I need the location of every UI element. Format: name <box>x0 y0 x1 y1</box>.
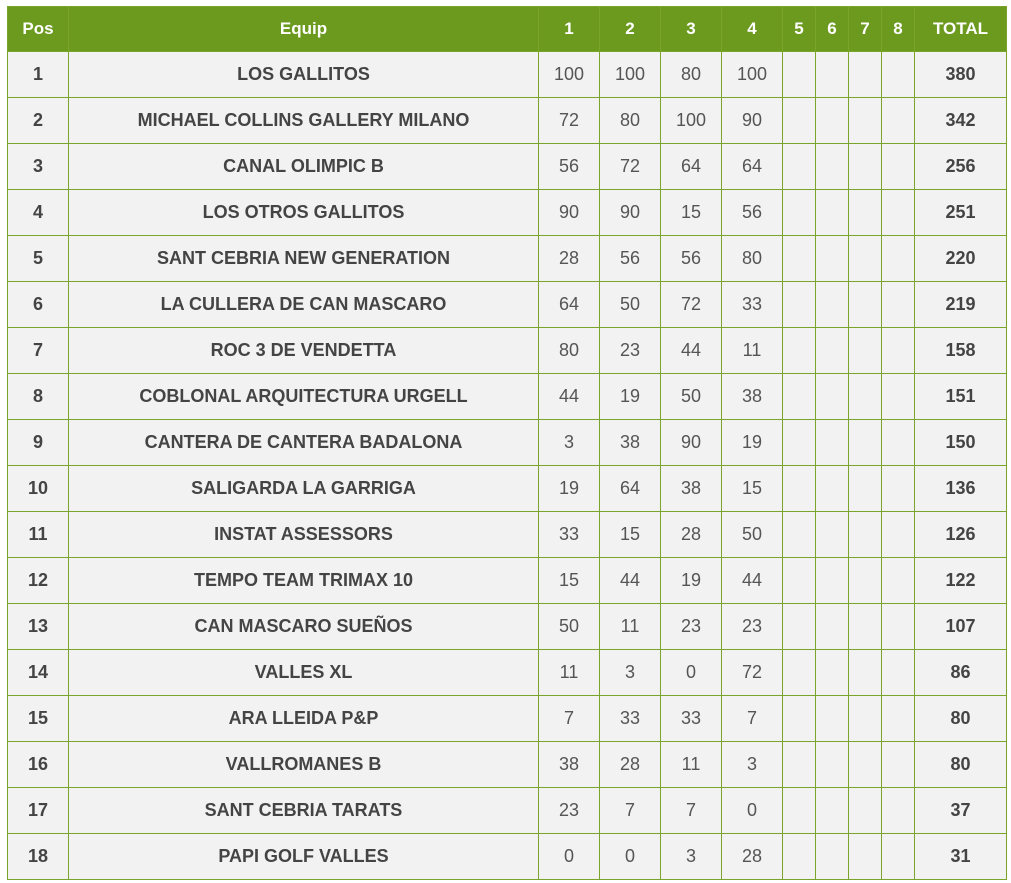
team-name-cell: PAPI GOLF VALLES <box>69 834 539 880</box>
round-3-score-cell: 56 <box>661 236 722 282</box>
round-8-score-cell <box>882 144 915 190</box>
position-cell: 15 <box>8 696 69 742</box>
round-3-score-cell: 3 <box>661 834 722 880</box>
round-5-score-cell <box>783 374 816 420</box>
table-row <box>8 98 1007 144</box>
round-7-score-cell <box>849 604 882 650</box>
round-6-score-cell <box>816 420 849 466</box>
round-1-score-cell: 15 <box>539 558 600 604</box>
header-team[interactable]: Equip <box>69 7 539 52</box>
header-round-1[interactable]: 1 <box>539 7 600 52</box>
position-cell: 13 <box>8 604 69 650</box>
total-cell: 220 <box>915 236 1007 282</box>
round-8-score-cell <box>882 788 915 834</box>
header-round-7[interactable]: 7 <box>849 7 882 52</box>
header-round-5[interactable]: 5 <box>783 7 816 52</box>
round-2-score-cell: 7 <box>600 788 661 834</box>
round-1-score-cell: 80 <box>539 328 600 374</box>
round-2-score-cell: 80 <box>600 98 661 144</box>
header-round-4[interactable]: 4 <box>722 7 783 52</box>
round-1-score-cell: 56 <box>539 144 600 190</box>
team-name-cell: INSTAT ASSESSORS <box>69 512 539 558</box>
standings-table-container <box>7 6 1007 880</box>
round-8-score-cell <box>882 834 915 880</box>
round-4-score-cell: 38 <box>722 374 783 420</box>
round-3-score-cell: 72 <box>661 282 722 328</box>
round-3-score-cell: 50 <box>661 374 722 420</box>
round-4-score-cell: 28 <box>722 834 783 880</box>
round-8-score-cell <box>882 696 915 742</box>
round-4-score-cell: 11 <box>722 328 783 374</box>
round-5-score-cell <box>783 144 816 190</box>
round-1-score-cell: 3 <box>539 420 600 466</box>
table-row <box>8 834 1007 880</box>
round-5-score-cell <box>783 328 816 374</box>
round-1-score-cell: 28 <box>539 236 600 282</box>
round-3-score-cell: 64 <box>661 144 722 190</box>
round-7-score-cell <box>849 374 882 420</box>
team-name-cell: SANT CEBRIA TARATS <box>69 788 539 834</box>
round-2-score-cell: 15 <box>600 512 661 558</box>
round-5-score-cell <box>783 52 816 98</box>
position-cell: 18 <box>8 834 69 880</box>
round-5-score-cell <box>783 558 816 604</box>
round-6-score-cell <box>816 466 849 512</box>
team-name-cell: LOS GALLITOS <box>69 52 539 98</box>
round-3-score-cell: 28 <box>661 512 722 558</box>
round-7-score-cell <box>849 236 882 282</box>
table-row <box>8 604 1007 650</box>
round-4-score-cell: 7 <box>722 696 783 742</box>
round-6-score-cell <box>816 236 849 282</box>
round-3-score-cell: 0 <box>661 650 722 696</box>
total-cell: 80 <box>915 696 1007 742</box>
round-8-score-cell <box>882 466 915 512</box>
round-2-score-cell: 0 <box>600 834 661 880</box>
round-6-score-cell <box>816 650 849 696</box>
round-1-score-cell: 19 <box>539 466 600 512</box>
position-cell: 9 <box>8 420 69 466</box>
round-2-score-cell: 90 <box>600 190 661 236</box>
header-total[interactable]: TOTAL <box>915 7 1007 52</box>
round-4-score-cell: 64 <box>722 144 783 190</box>
round-6-score-cell <box>816 742 849 788</box>
header-pos[interactable]: Pos <box>8 7 69 52</box>
round-6-score-cell <box>816 52 849 98</box>
round-7-score-cell <box>849 144 882 190</box>
position-cell: 16 <box>8 742 69 788</box>
round-5-score-cell <box>783 466 816 512</box>
table-row <box>8 328 1007 374</box>
round-4-score-cell: 50 <box>722 512 783 558</box>
round-4-score-cell: 90 <box>722 98 783 144</box>
round-8-score-cell <box>882 282 915 328</box>
total-cell: 150 <box>915 420 1007 466</box>
round-6-score-cell <box>816 144 849 190</box>
round-8-score-cell <box>882 236 915 282</box>
round-6-score-cell <box>816 788 849 834</box>
header-round-6[interactable]: 6 <box>816 7 849 52</box>
total-cell: 37 <box>915 788 1007 834</box>
header-round-2[interactable]: 2 <box>600 7 661 52</box>
round-8-score-cell <box>882 328 915 374</box>
table-row <box>8 466 1007 512</box>
round-7-score-cell <box>849 98 882 144</box>
round-6-score-cell <box>816 834 849 880</box>
round-2-score-cell: 50 <box>600 282 661 328</box>
round-4-score-cell: 23 <box>722 604 783 650</box>
round-8-score-cell <box>882 374 915 420</box>
round-3-score-cell: 23 <box>661 604 722 650</box>
round-2-score-cell: 23 <box>600 328 661 374</box>
total-cell: 219 <box>915 282 1007 328</box>
round-4-score-cell: 19 <box>722 420 783 466</box>
round-7-score-cell <box>849 282 882 328</box>
position-cell: 7 <box>8 328 69 374</box>
round-4-score-cell: 33 <box>722 282 783 328</box>
round-8-score-cell <box>882 604 915 650</box>
round-7-score-cell <box>849 696 882 742</box>
team-name-cell: TEMPO TEAM TRIMAX 10 <box>69 558 539 604</box>
round-2-score-cell: 28 <box>600 742 661 788</box>
round-1-score-cell: 44 <box>539 374 600 420</box>
round-4-score-cell: 0 <box>722 788 783 834</box>
round-8-score-cell <box>882 650 915 696</box>
round-4-score-cell: 3 <box>722 742 783 788</box>
table-row <box>8 420 1007 466</box>
total-cell: 80 <box>915 742 1007 788</box>
round-2-score-cell: 3 <box>600 650 661 696</box>
round-7-score-cell <box>849 834 882 880</box>
total-cell: 151 <box>915 374 1007 420</box>
round-1-score-cell: 72 <box>539 98 600 144</box>
round-3-score-cell: 15 <box>661 190 722 236</box>
total-cell: 126 <box>915 512 1007 558</box>
round-7-score-cell <box>849 558 882 604</box>
team-name-cell: MICHAEL COLLINS GALLERY MILANO <box>69 98 539 144</box>
round-5-score-cell <box>783 650 816 696</box>
position-cell: 6 <box>8 282 69 328</box>
team-name-cell: ROC 3 DE VENDETTA <box>69 328 539 374</box>
position-cell: 8 <box>8 374 69 420</box>
position-cell: 10 <box>8 466 69 512</box>
round-1-score-cell: 7 <box>539 696 600 742</box>
position-cell: 1 <box>8 52 69 98</box>
team-name-cell: CANAL OLIMPIC B <box>69 144 539 190</box>
table-row <box>8 650 1007 696</box>
round-7-score-cell <box>849 512 882 558</box>
round-5-score-cell <box>783 788 816 834</box>
round-6-score-cell <box>816 190 849 236</box>
round-7-score-cell <box>849 650 882 696</box>
table-row <box>8 788 1007 834</box>
round-2-score-cell: 64 <box>600 466 661 512</box>
position-cell: 17 <box>8 788 69 834</box>
round-6-score-cell <box>816 374 849 420</box>
team-name-cell: LA CULLERA DE CAN MASCARO <box>69 282 539 328</box>
position-cell: 5 <box>8 236 69 282</box>
round-3-score-cell: 7 <box>661 788 722 834</box>
round-6-score-cell <box>816 328 849 374</box>
round-6-score-cell <box>816 558 849 604</box>
team-name-cell: COBLONAL ARQUITECTURA URGELL <box>69 374 539 420</box>
round-4-score-cell: 100 <box>722 52 783 98</box>
position-cell: 12 <box>8 558 69 604</box>
total-cell: 136 <box>915 466 1007 512</box>
round-8-score-cell <box>882 52 915 98</box>
round-1-score-cell: 50 <box>539 604 600 650</box>
position-cell: 2 <box>8 98 69 144</box>
round-3-score-cell: 90 <box>661 420 722 466</box>
round-4-score-cell: 56 <box>722 190 783 236</box>
round-1-score-cell: 33 <box>539 512 600 558</box>
round-2-score-cell: 33 <box>600 696 661 742</box>
round-3-score-cell: 80 <box>661 52 722 98</box>
round-5-score-cell <box>783 742 816 788</box>
table-row <box>8 512 1007 558</box>
header-row <box>8 7 1007 52</box>
round-3-score-cell: 38 <box>661 466 722 512</box>
round-7-score-cell <box>849 466 882 512</box>
round-6-score-cell <box>816 696 849 742</box>
round-3-score-cell: 100 <box>661 98 722 144</box>
total-cell: 122 <box>915 558 1007 604</box>
table-row <box>8 144 1007 190</box>
table-row <box>8 236 1007 282</box>
total-cell: 31 <box>915 834 1007 880</box>
table-row <box>8 52 1007 98</box>
standings-body <box>8 52 1007 880</box>
table-row <box>8 742 1007 788</box>
round-6-score-cell <box>816 282 849 328</box>
round-8-score-cell <box>882 512 915 558</box>
round-2-score-cell: 56 <box>600 236 661 282</box>
round-7-score-cell <box>849 190 882 236</box>
round-5-score-cell <box>783 696 816 742</box>
round-8-score-cell <box>882 98 915 144</box>
round-1-score-cell: 64 <box>539 282 600 328</box>
round-8-score-cell <box>882 558 915 604</box>
round-6-score-cell <box>816 604 849 650</box>
total-cell: 251 <box>915 190 1007 236</box>
round-5-score-cell <box>783 282 816 328</box>
round-4-score-cell: 72 <box>722 650 783 696</box>
total-cell: 86 <box>915 650 1007 696</box>
total-cell: 256 <box>915 144 1007 190</box>
team-name-cell: CAN MASCARO SUEÑOS <box>69 604 539 650</box>
round-1-score-cell: 11 <box>539 650 600 696</box>
round-5-score-cell <box>783 236 816 282</box>
round-2-score-cell: 100 <box>600 52 661 98</box>
position-cell: 11 <box>8 512 69 558</box>
header-round-8[interactable]: 8 <box>882 7 915 52</box>
table-row <box>8 696 1007 742</box>
round-5-score-cell <box>783 420 816 466</box>
total-cell: 380 <box>915 52 1007 98</box>
team-name-cell: ARA LLEIDA P&P <box>69 696 539 742</box>
round-1-score-cell: 38 <box>539 742 600 788</box>
round-4-score-cell: 80 <box>722 236 783 282</box>
position-cell: 4 <box>8 190 69 236</box>
team-name-cell: VALLES XL <box>69 650 539 696</box>
round-3-score-cell: 44 <box>661 328 722 374</box>
round-5-score-cell <box>783 604 816 650</box>
round-8-score-cell <box>882 420 915 466</box>
round-2-score-cell: 72 <box>600 144 661 190</box>
round-4-score-cell: 15 <box>722 466 783 512</box>
standings-table <box>7 6 1007 880</box>
round-8-score-cell <box>882 190 915 236</box>
round-7-score-cell <box>849 742 882 788</box>
round-5-score-cell <box>783 98 816 144</box>
round-2-score-cell: 38 <box>600 420 661 466</box>
round-5-score-cell <box>783 190 816 236</box>
round-7-score-cell <box>849 788 882 834</box>
team-name-cell: VALLROMANES B <box>69 742 539 788</box>
round-7-score-cell <box>849 52 882 98</box>
round-3-score-cell: 19 <box>661 558 722 604</box>
round-2-score-cell: 11 <box>600 604 661 650</box>
round-5-score-cell <box>783 834 816 880</box>
round-8-score-cell <box>882 742 915 788</box>
round-6-score-cell <box>816 98 849 144</box>
round-4-score-cell: 44 <box>722 558 783 604</box>
round-6-score-cell <box>816 512 849 558</box>
table-row <box>8 374 1007 420</box>
table-row <box>8 282 1007 328</box>
team-name-cell: LOS OTROS GALLITOS <box>69 190 539 236</box>
round-1-score-cell: 100 <box>539 52 600 98</box>
position-cell: 14 <box>8 650 69 696</box>
round-5-score-cell <box>783 512 816 558</box>
team-name-cell: SALIGARDA LA GARRIGA <box>69 466 539 512</box>
round-2-score-cell: 44 <box>600 558 661 604</box>
header-round-3[interactable]: 3 <box>661 7 722 52</box>
round-3-score-cell: 33 <box>661 696 722 742</box>
round-1-score-cell: 0 <box>539 834 600 880</box>
round-2-score-cell: 19 <box>600 374 661 420</box>
round-1-score-cell: 90 <box>539 190 600 236</box>
total-cell: 158 <box>915 328 1007 374</box>
table-row <box>8 558 1007 604</box>
round-7-score-cell <box>849 328 882 374</box>
total-cell: 107 <box>915 604 1007 650</box>
round-7-score-cell <box>849 420 882 466</box>
team-name-cell: CANTERA DE CANTERA BADALONA <box>69 420 539 466</box>
team-name-cell: SANT CEBRIA NEW GENERATION <box>69 236 539 282</box>
total-cell: 342 <box>915 98 1007 144</box>
position-cell: 3 <box>8 144 69 190</box>
table-row <box>8 190 1007 236</box>
round-1-score-cell: 23 <box>539 788 600 834</box>
round-3-score-cell: 11 <box>661 742 722 788</box>
